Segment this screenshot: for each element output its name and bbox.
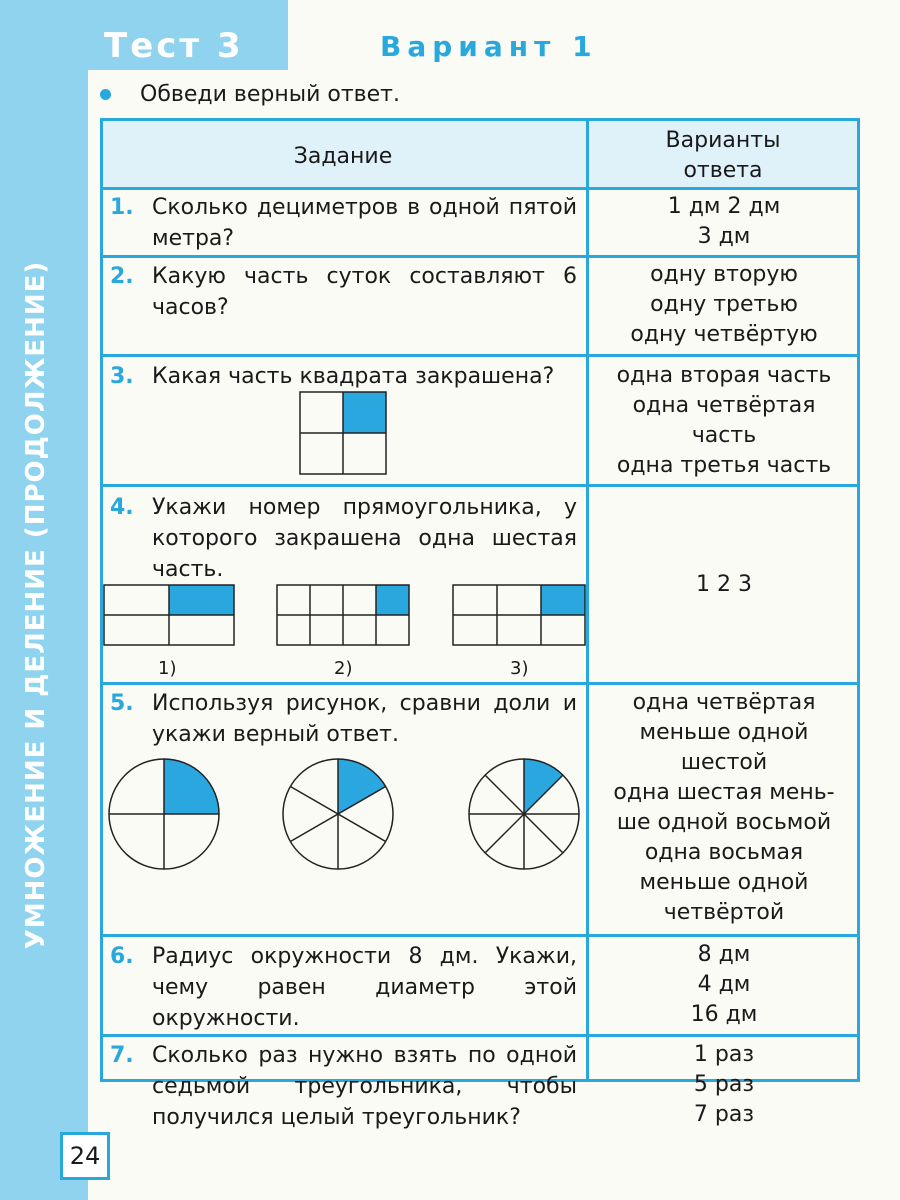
answer-options (590, 688, 858, 928)
task-text: Сколько раз нужно взять по одной седьмой треугольника, чтобы получился целый треугольник? (152, 1043, 577, 1130)
answer-option[interactable]: 16 дм (690, 1002, 758, 1027)
answer-option[interactable]: 8 дм (697, 942, 751, 967)
answer-option[interactable]: одна четвёртая (632, 690, 816, 715)
answer-option[interactable]: шестой (680, 750, 768, 775)
task-text: Используя рисунок, сравни доли и укажи верный ответ. (152, 691, 577, 747)
header-answers (588, 126, 858, 186)
square-figure (300, 392, 386, 474)
header-answers-line2: ответа (683, 158, 763, 183)
answer-option[interactable]: одну третью (650, 292, 798, 317)
task-text: Радиус окружности 8 дм. Укажи, чему равен диаметр этой окружности. (152, 944, 577, 1031)
row-divider (100, 682, 860, 685)
answer-option[interactable]: одна шестая мень- (613, 780, 835, 805)
test-label: Тест 3 (104, 26, 244, 66)
section-title: УМНОЖЕНИЕ И ДЕЛЕНИЕ (ПРОДОЛЖЕНИЕ) (21, 260, 51, 950)
task-number: 7. (110, 1043, 134, 1068)
answer-option[interactable]: часть (691, 423, 757, 448)
figure-label: 3) (510, 658, 529, 679)
figure-label: 2) (334, 658, 353, 679)
row-divider (100, 484, 860, 487)
task-text: Укажи номер прямоугольника, у которого закрашена одна шестая часть. (152, 495, 577, 582)
answer-option[interactable]: меньше одной (639, 720, 809, 745)
page-number: 24 (60, 1132, 110, 1180)
answer-options (590, 192, 858, 252)
answer-option[interactable]: одна третья часть (616, 453, 832, 478)
answer-options (590, 1040, 858, 1130)
task-number: 4. (110, 495, 134, 520)
rectangle-2 (277, 585, 409, 645)
row-divider (100, 354, 860, 357)
answer-option[interactable]: одну четвёртую (630, 322, 818, 347)
answer-option[interactable]: 1 раз (693, 1042, 755, 1067)
answer-option[interactable]: одна восьмая (644, 840, 804, 865)
task-number: 1. (110, 195, 134, 220)
answer-option[interactable]: 1 2 3 (696, 572, 752, 597)
task-number: 6. (110, 944, 134, 969)
answer-options (590, 361, 858, 481)
task-number: 3. (110, 364, 134, 389)
answer-options (590, 570, 858, 600)
answer-option[interactable]: 3 дм (697, 224, 751, 249)
header-answers-line1: Варианты (665, 128, 781, 153)
answer-option[interactable]: одну вторую (650, 262, 798, 287)
answer-options (590, 940, 858, 1030)
circle-eighths (468, 758, 580, 870)
figure-label: 1) (158, 658, 177, 679)
answer-option[interactable]: 1 дм 2 дм (667, 194, 781, 219)
answer-option[interactable]: 5 раз (693, 1072, 755, 1097)
row-divider (100, 255, 860, 258)
answer-option[interactable]: четвёртой (663, 900, 785, 925)
row-divider (100, 934, 860, 937)
answer-option[interactable]: ше одной восьмой (616, 810, 832, 835)
circle-quarters (108, 758, 220, 870)
shaded-part (343, 392, 386, 433)
bullet-icon (100, 89, 111, 100)
answer-option[interactable]: одна вторая часть (616, 363, 832, 388)
column-divider (586, 118, 589, 1082)
answer-option[interactable]: 4 дм (697, 972, 751, 997)
answer-option[interactable]: 7 раз (693, 1102, 755, 1127)
task-number: 2. (110, 264, 134, 289)
row-divider (100, 187, 860, 190)
row-divider (100, 1034, 860, 1037)
answer-options (590, 260, 858, 350)
instruction: Обведи верный ответ. (140, 82, 400, 107)
task-number: 5. (110, 691, 134, 716)
task-text: Сколько дециметров в одной пятой метра? (152, 195, 577, 251)
task-text: Какая часть квадрата закрашена? (152, 364, 555, 389)
answer-option[interactable]: меньше одной (639, 870, 809, 895)
rectangle-3 (453, 585, 585, 645)
rectangle-1 (104, 585, 234, 645)
answer-option[interactable]: одна четвёртая (632, 393, 816, 418)
header-task: Задание (293, 144, 393, 169)
circle-sixths (282, 758, 394, 870)
task-text: Какую часть суток составляют 6 часов? (152, 264, 577, 320)
variant-label: Вариант 1 (380, 30, 598, 63)
